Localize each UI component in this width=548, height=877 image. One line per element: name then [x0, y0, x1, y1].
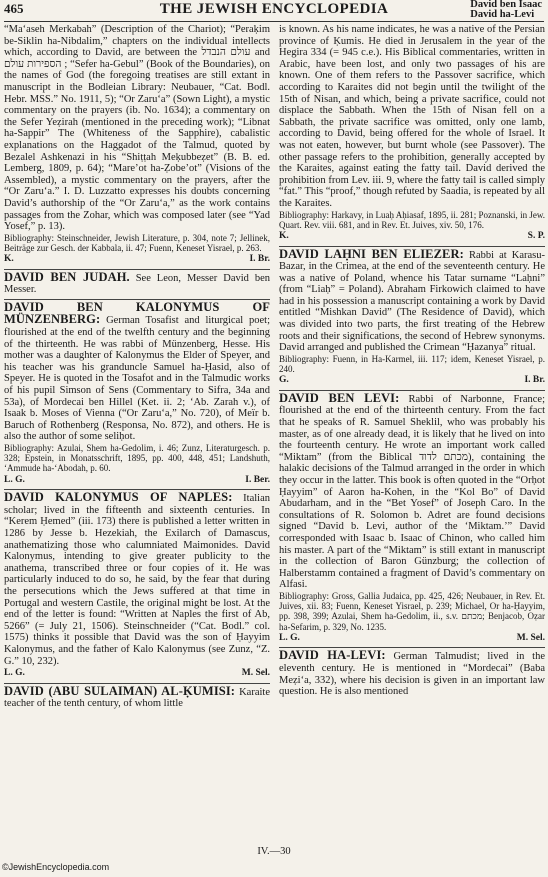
article-david-lahni: DAVID LAḤNI BEN ELIEZER: Rabbi at Karasu-Bazar, in the Crimea, at the end of the seventeenth century. He was a native of Poland, whence his Tatar surname “Laḥni” (from “Liaḥ” = Poland). Abraham Firkowich claimed to have had in his possession a manuscript containing a work by David entitled “Mishkan David” (The Residence of David), which was divided into two parts, the first treating of the Hebrew roots and their significations, the second of Hebrew synonyms. David arranged and published the Crimean “Ḥazanya” ritual. [279, 246, 545, 354]
signature-line: L. G. M. Sel. [279, 632, 545, 643]
article-david-ben-levi: DAVID BEN LEVI: Rabbi of Narbonne, France; flourished at the end of the thirteenth century. From the fact that he speaks of R. Samuel Sheklil, who was probably his master, as of one already dead, it is likely that he lived on into the fourteenth century. He wrote an important work called “Miktam” (from the Biblical מכתם לדוד), containing the halakic decisions of the Talmud arranged in the order in which they occur in the latter. This book is often quoted in the “Orḥot Ḥayyim” of Aaron ha-Kohen, in the “Kol Bo” of David Abudarham, and in the “Bet Yosef” of Joseph Caro. In the consultations of R. Solomon b. Adret are found decisions signed “David b. Levi, author of the ‘Miktam.’” David corresponded with Isaac b. Isaac of Chinon, who called him his master. A part of the “Miktam” is still extant in manuscript in the collection of Baron Günzburg; the collection of Halberstamm contained a fragment of David’s commentary on Alfasi. [279, 390, 545, 591]
page-title: THE JEWISH ENCYCLOPEDIA [159, 1, 389, 17]
article-david-al-kumisi: DAVID (ABU SULAIMAN) AL-ḲUMISI: Karaite teacher of the tenth century, of whom little [4, 683, 270, 710]
left-column [4, 24, 270, 710]
article-heading: DAVID BEN LEVI: [279, 390, 400, 405]
article-heading: DAVID KALONYMUS OF NAPLES: [4, 490, 233, 505]
right-column [279, 24, 545, 698]
signature-line: K. S. P. [279, 230, 545, 241]
article-heading: DAVID HA-LEVI: [279, 648, 386, 663]
article-continuation: is known. As his name indicates, he was a native of the Persian province of Ḳumis. He died in Jerusalem in the year of the Hegira 334 (= 945 c.e.). His Biblical commentaries, written in Arabic, have been lost, and only two passages of his are known. One of them refers to the Passover sacrifice, which according to Karaites did not begin until the twilight of the 15th of Nisan, and which, being a private sacrifice, could not displace the Sabbath. When the 15th of Nisan fell on a Sabbath, the private sacrifice was omitted, only one lamb, according to David, being offered for the whole of Israel. It was not eaten, however, but burnt whole (see Passover). The other passage refers to the prohibition, generally accepted by the Karaites, against eating the fatty tail. David derived the prohibition from Lev. iii. 9, where the fatty tail is called simply “fat.” This “proof,” though refuted by Saadia, is repeated by all the Karaites. [279, 24, 546, 209]
header-rule [4, 21, 544, 22]
article-heading: DAVID BEN KALONYMUS OF MÜNZENBERG: [4, 299, 270, 327]
signature-line: L. G. M. Sel. [4, 668, 270, 679]
signature-line: L. G. I. Ber. [4, 474, 270, 485]
article-david-ben-judah: DAVID BEN JUDAH. See Leon, Messer David ben Messer. [4, 269, 270, 296]
page-signature-mark: IV.—30 [257, 846, 291, 857]
article-david-ben-kalonymus: DAVID BEN KALONYMUS OF MÜNZENBERG: German Tosafist and liturgical poet; flourished at the end of the twelfth century and the beginning of the thirteenth. He was rabbi of Münzenberg, Hesse. His mother was a daughter of Kalonymus the Elder of Speyer, and his teacher was his granduncle Samuel ha-Ḥasid, also of Speyer. He is quoted in the Tosafot and in the Talmudic works of his pupil Simson of Sens (Commentary to Sifra, 34a and 53a), of Mordecai ben Hillel (Ket. ii. 2; ‘Ab. Zarah v.), of Isaak b. Moses of Vienna (“Or Zaru‘a,” No. 720), of Meïr b. Baruch of Rothenberg (Responsa, No. 872), and others. He is also the author of some seliḥot. [4, 299, 270, 443]
running-head-last: David ha-Levi [470, 9, 535, 20]
page-number: 465 [4, 1, 24, 16]
article-heading: DAVID (ABU SULAIMAN) AL-ḲUMISI: [4, 683, 236, 698]
article-heading: DAVID BEN JUDAH. [4, 269, 130, 284]
bibliography: Bibliography: Fuenn, in Ha-Karmel, iii. 117; idem, Keneset Yisrael, p. 240. [279, 353, 545, 375]
article-david-kalonymus-naples: DAVID KALONYMUS OF NAPLES: Italian scholar; lived in the fifteenth and sixteenth centuries. In “Kerem Ḥemed” (iii. 173) there is published a letter written in 1286 by Jesse b. Hezekiah, the Exilarch of Damascus, anathematizing those who calumniated Maimonides. David Kalonymus, intending to give greater publicity to the anathema, transcribed three or four copies of it. He was particularly induced to do so, he said, by the fear that during the persecutions which the Jews suffered at that time in Portugal and western Castile, the original might be lost. At the end of the letter is found: “Written at Naples the first of Ab, 5266” (= July 21, 1506). Steinschneider (“Cat. Bodl.” col. 1575) thinks it possible that David was the son of Ḥayyim Kalonymus, and the father of Kalo Kalonymus (see Zunz, “Z. G.” 10, 232). [4, 490, 270, 667]
running-head [470, 0, 542, 20]
bibliography: Bibliography: Steinschneider, Jewish Literature, p. 304, note 7; Jellinek, Beiträge zur Gesch. der Kabbala, ii. 47; Fuenn, Keneset Yisrael, p. 263. [4, 232, 270, 253]
page-header [0, 0, 548, 22]
signature-line: K. I. Br. [4, 254, 270, 265]
bibliography: Bibliography: Harkavy, in Luaḥ Aḥiasaf, 1895, ii. 281; Poznanski, in Jew. Quart. Rev. viii. 681, and in Rev. Et. Juives, xiv. 50, 176. [279, 209, 545, 230]
signature-line: G. I. Br. [279, 375, 545, 386]
article-continuation: “Ma‘aseh Merkabah” (Description of the Chariot); “Peraḳim be-Siklin ha-Nibdalim,” chapters on the individual intellects which, according to David, are between the עולם הנבדל and הספירות עולם ; “Sefer ha-Gebul” (Book of the Boundaries), on the names of God (the foregoing treatises are still extant in manuscript in the Bodleian Library: Neubauer, “Cat. Bodl. Hebr. MSS.” No. 1911, 5); “Or Zaru‘a” (Sown Light), a mystic commentary on the prayers (ib. No. 1634); a commentary on the Sefer Yeẓirah (mentioned in the preceding work); “Libnat ha-Sappir” The (Whiteness of the Sapphire), cabalistic explanations on the Haggadot of the Talmud, quoted by Bezalel Ashkenazi in his “Shiṭṭah Meḳubbeẓet” (B. B. ed. Lemberg, 1809, p. 64); “Mare’ot ha-Ẓobe’ot” (Visions of the Assembled), a mystic commentary on the prayers, after the “Or Zaru‘a.” I. D. Luzzatto expresses his doubts concerning David’s authorship of the “Or Zaru‘a,” as the work contains passages from the Zohar, which was composed later (see “Yad Yosef,” p. 13). [4, 24, 271, 233]
article-heading: DAVID LAḤNI BEN ELIEZER: [279, 246, 464, 261]
article-david-ha-levi: DAVID HA-LEVI: German Talmudist; lived in the eleventh century. He is mentioned in “Mordecai” (Baba Meẓi‘a, 332), where his decision is given in an important law question. He is also mentioned [279, 648, 545, 698]
watermark: ©JewishEncyclopedia.com [2, 862, 110, 872]
bibliography: Bibliography: Azulai, Shem ha-Gedolim, i. 46; Zunz, Literaturgesch. p. 328; Epstein, in Monatsschrift, 1895, pp. 400, 448, 451; Landshuth, ‘Ammude ha-‘Abodah, p. 60. [4, 443, 270, 474]
running-head-first: David ben Isaac [470, 0, 542, 10]
bibliography: Bibliography: Gross, Gallia Judaica, pp. 425, 426; Neubauer, in Rev. Et. Juives, xii. 83; Fuenn, Keneset Yisrael, p. 239; Michael, Or ha-Ḥayyim, pp. 398, 399; Azulai, Shem ha-Gedolim, ii., s.v. מכתם; Benjacob, Oẓar ha-Sefarim, p. 329, No. 1235. [279, 590, 545, 632]
